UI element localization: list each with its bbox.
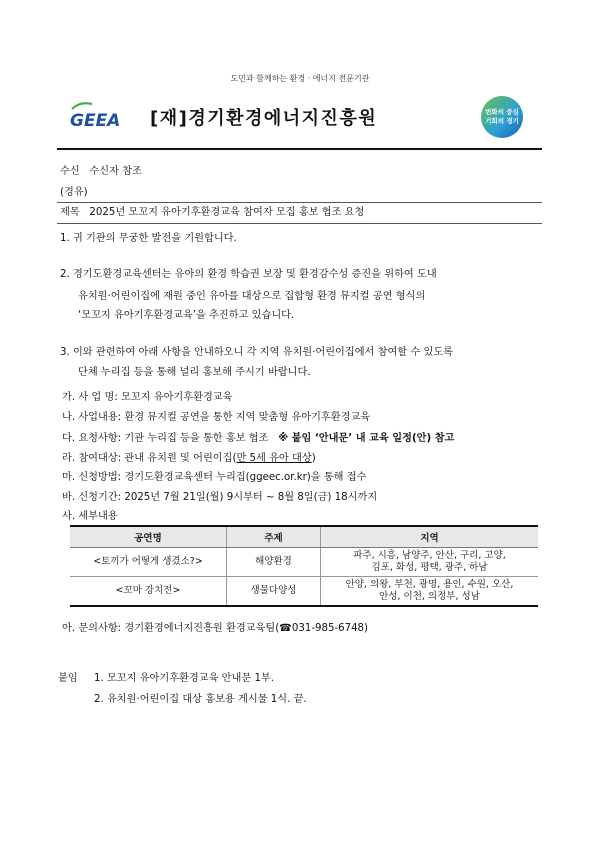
item-sa: 사. 세부내용 bbox=[62, 511, 118, 522]
table-row bbox=[70, 577, 538, 607]
attachments-label: 붙임 bbox=[58, 673, 78, 684]
item-ra-highlight: 만 5세 유아 대상 bbox=[236, 453, 312, 464]
table-header-region: 지역 bbox=[321, 526, 539, 548]
item-ra-suffix: ) bbox=[311, 453, 316, 464]
subject-value: 2025년 모꼬지 유아기후환경교육 참여자 모집 홍보 협조 요청 bbox=[89, 207, 365, 218]
paragraph-2-line-3: ‘모꼬지 유아기후환경교육’을 추진하고 있습니다. bbox=[78, 310, 295, 321]
subject-label: 제목 bbox=[60, 207, 80, 218]
item-ma: 마. 신청방법: 경기도환경교육센터 누리집(ggeec.or.kr)을 통해 접수 bbox=[62, 472, 367, 483]
table-header-topic: 주제 bbox=[227, 526, 321, 548]
org-tagline: 도민과 함께하는 환경 · 에너지 전문기관 bbox=[230, 74, 370, 83]
table-cell-region bbox=[321, 577, 539, 607]
attachment-item-2: 2. 유치원·어린이집 대상 홍보용 게시물 1식. 끝. bbox=[94, 694, 307, 705]
recipient-value: 수신자 참조 bbox=[89, 166, 142, 177]
header-divider bbox=[57, 148, 542, 150]
paragraph-1: 1. 귀 기관의 무궁한 발전을 기원합니다. bbox=[60, 233, 237, 244]
badge-line-1: 변화의 중심 bbox=[485, 108, 519, 116]
table-cell-topic: 생물다양성 bbox=[227, 577, 321, 607]
badge-line-2: 기회의 경기 bbox=[485, 117, 519, 125]
item-na: 나. 사업내용: 환경 뮤지컬 공연을 통한 지역 맞춤형 유아기후환경교육 bbox=[62, 412, 371, 423]
meta-divider-1 bbox=[57, 202, 542, 203]
org-name: [재]경기환경에너지진흥원 bbox=[150, 108, 378, 129]
item-da-note: ※ 붙임 ‘안내문’ 내 교육 일정(안) 참고 bbox=[278, 433, 455, 444]
item-ba: 바. 신청기간: 2025년 7월 21일(월) 9시부터 ~ 8월 8일(금) 18시까지 bbox=[62, 492, 378, 503]
item-da bbox=[62, 432, 454, 445]
item-da-text: 다. 요청사항: 기관 누리집 등을 통한 홍보 협조 bbox=[62, 433, 269, 444]
item-ra-prefix: 라. 참여대상: 관내 유치원 및 어린이집( bbox=[62, 453, 237, 464]
detail-table bbox=[70, 525, 538, 607]
table-cell-title: <토끼가 어떻게 생겼소?> bbox=[70, 548, 227, 577]
meta-divider-2 bbox=[57, 223, 542, 224]
region-line-2: 안성, 이천, 의정부, 성남 bbox=[379, 591, 480, 602]
via-row: (경유) bbox=[60, 187, 88, 198]
item-ga: 가. 사 업 명: 모꼬지 유아기후환경교육 bbox=[62, 392, 233, 403]
item-a-contact: 아. 문의사항: 경기환경에너지진흥원 환경교육팀(☎031-985-6748) bbox=[62, 623, 369, 634]
region-line-2: 김포, 화성, 평택, 광주, 하남 bbox=[371, 562, 488, 573]
region-line-1: 안양, 의왕, 부천, 광명, 용인, 수원, 오산, bbox=[345, 579, 514, 590]
geea-logo bbox=[68, 100, 130, 130]
subject-row bbox=[60, 206, 364, 219]
logo-text: GEEA bbox=[70, 111, 121, 130]
slogan-badge bbox=[481, 96, 523, 138]
paragraph-3-line-1: 3. 이와 관련하여 아래 사항을 안내하오니 각 지역 유치원·어린이집에서 참여할 수 있도록 bbox=[60, 347, 454, 358]
recipient-row bbox=[60, 165, 142, 178]
table-cell-topic: 해양환경 bbox=[227, 548, 321, 577]
table-cell-title: <꼬마 강치전> bbox=[70, 577, 227, 607]
region-line-1: 파주, 시흥, 남양주, 안산, 구리, 고양, bbox=[353, 550, 506, 561]
item-ra bbox=[62, 452, 316, 465]
table-header-title: 공연명 bbox=[70, 526, 227, 548]
table-row bbox=[70, 548, 538, 577]
paragraph-2-line-1: 2. 경기도환경교육센터는 유아의 환경 학습권 보장 및 환경감수성 증진을 위하여 도내 bbox=[60, 269, 437, 280]
table-cell-region bbox=[321, 548, 539, 577]
recipient-label: 수신 bbox=[60, 166, 80, 177]
table-header-row bbox=[70, 526, 538, 548]
geea-logo-icon bbox=[68, 100, 130, 130]
paragraph-3-line-2: 단체 누리집 등을 통해 널리 홍보해 주시기 바랍니다. bbox=[78, 367, 311, 378]
attachment-item-1: 1. 모꼬지 유아기후환경교육 안내문 1부. bbox=[94, 673, 275, 684]
paragraph-2-line-2: 유치원·어린이집에 재원 중인 유아를 대상으로 집합형 환경 뮤지컬 공연 형식의 bbox=[78, 291, 426, 302]
